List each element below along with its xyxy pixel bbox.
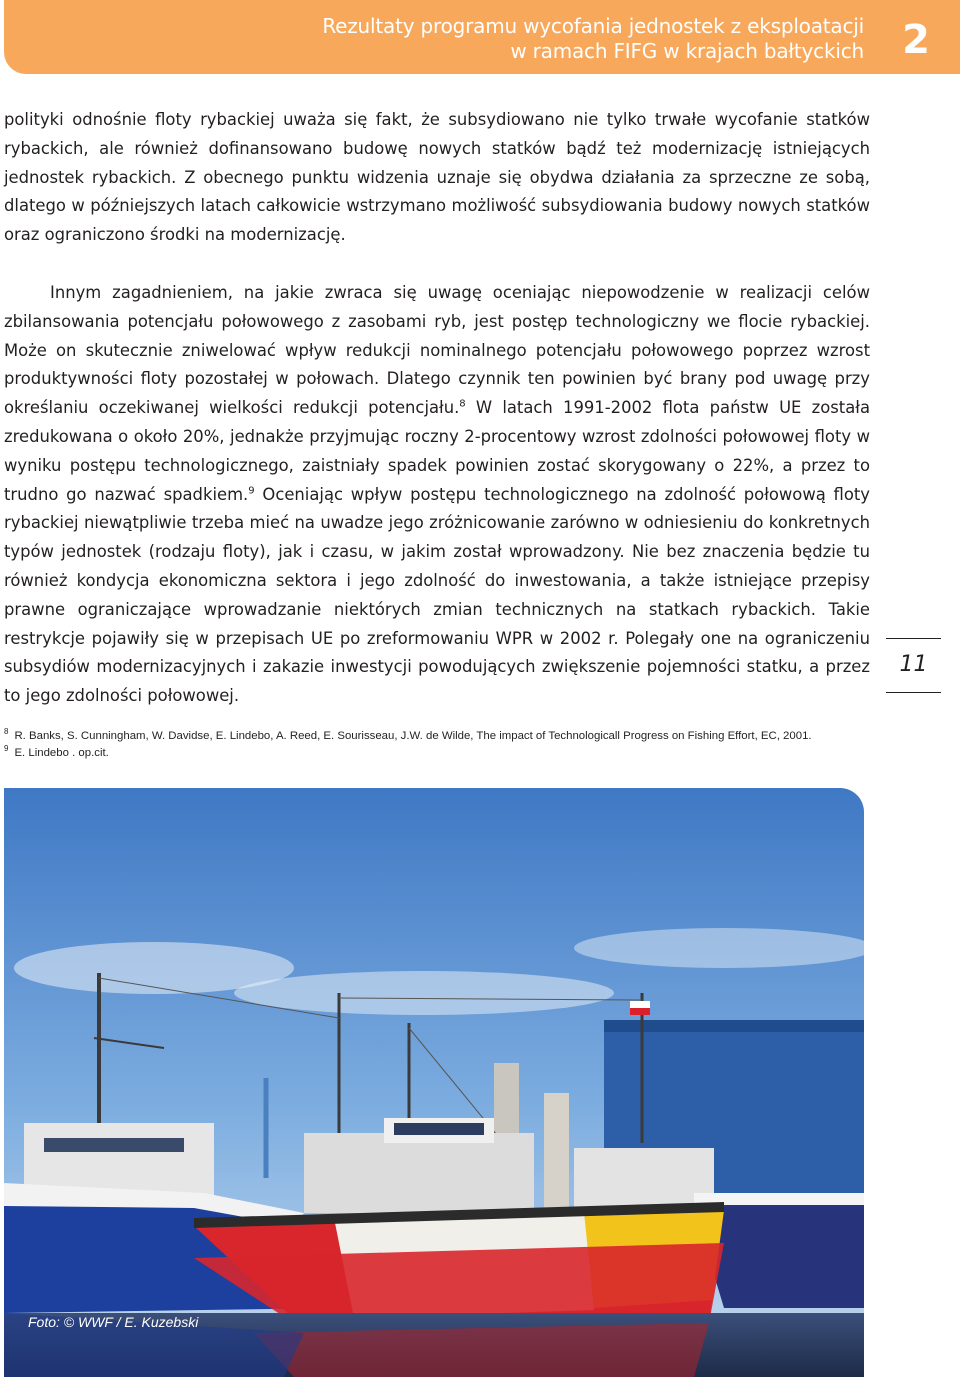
chapter-title [322,14,864,64]
footnote-text: R. Banks, S. Cunningham, W. Davidse, E. Lindebo, A. Reed, E. Sourisseau, J.W. de Wilde, The impact of Technologicall Progress on Fishing Effort, EC, 2001. [14,730,812,742]
footnote-number: 9 [4,744,9,754]
chapter-header [4,0,960,74]
body-paragraph-1: polityki odnośnie floty rybackiej uważa się fakt, że subsydiowano nie tylko trwałe wycofanie statków rybackich, ale również dofinansowano budowę nowych statków bądź też modernizację istniejących jednostek rybackich. Z obecnego punktu widzenia uznaje się obydwa działania za sprzeczne ze sobą, dlatego w późniejszych latach całkowicie wstrzymano możliwość subsydiowania budowy nowych statków oraz ograniczono środki na modernizację. [4,110,870,245]
photo-credit: Foto: © WWF / E. Kuzebski [28,1314,199,1330]
wheelhouse-window [44,1138,184,1152]
cloud [234,971,614,1015]
wheelhouse-window [394,1123,484,1135]
chapter-title-line1: Rezultaty programu wycofania jednostek z eksploatacji [322,14,864,38]
footnote-number: 8 [4,727,9,737]
footnote-ref-9[interactable]: 9 [248,485,255,497]
footnote-ref-8[interactable]: 8 [459,398,466,410]
chapter-title-line2: w ramach FIFG w krajach bałtyckich [510,39,864,63]
footnote-text: E. Lindebo . op.cit. [14,747,109,759]
flag-red [630,1008,650,1015]
cloud [574,928,864,968]
paragraph-2-text-b: W latach 1991-2002 flota państw UE została zredukowana o około 20%, jednakże przyjmując roczny 2-procentowy wzrost zdolności połowowej floty w wyniku postępu technologicznego, zaistniały spadek powinien zostać skorygowany o 22%, a przez to trudno go nazwać spadkiem. [4,398,870,504]
chapter-number: 2 [902,17,930,63]
footnote-9 [4,745,904,762]
page-number-box [886,638,941,693]
page-number: 11 [899,652,928,677]
body-paragraph-2 [4,279,870,711]
fishing-boats-photo [4,788,864,1377]
flag-white [630,1001,650,1008]
footnotes [4,728,904,762]
paragraph-2-text-c: Oceniając wpływ postępu technologicznego na zdolność połowową floty rybackiej niewątpliwie trzeba mieć na uwadze jego zróżnicowanie zarówno w odniesieniu do konkretnych typów jednostek (rodzaju floty), jak i czasu, w jakim został wprowadzony. Nie bez znaczenia będzie tu również kondycja ekonomiczna sektora i jego zdolność do inwestowania, a także istniejące przepisy prawne ograniczające wprowadzanie niektórych zmian technicznych na statkach rybackich. Takie restrykcje pojawiły się w przepisach UE po zreformowaniu WPR w 2002 r. Polegały one na ograniczeniu subsydiów modernizacyjnych i zakazie inwestycji powodujących zwiększenie pojemności statku, a przez to jego zdolności połowowej. [4,484,870,706]
tower [544,1093,569,1223]
footnote-8 [4,728,904,745]
paragraph-2-text-a: Innym zagadnieniem, na jakie zwraca się uwagę oceniając niepowodzenie w realizacji celów zbilansowania potencjału połowowego z zasobami ryb, jest postęp technologiczny we flocie rybackiej. Może on skutecznie zniwelować wpływ redukcji nominalnego potencjału połowowego poprzez wzrost produktywności floty pozostałej w połowach. Dlatego czynnik ten powinien być brany pod uwagę przy określaniu oczekiwanej wielkości redukcji potencjału. [4,283,870,418]
wheelhouse [304,1133,534,1213]
